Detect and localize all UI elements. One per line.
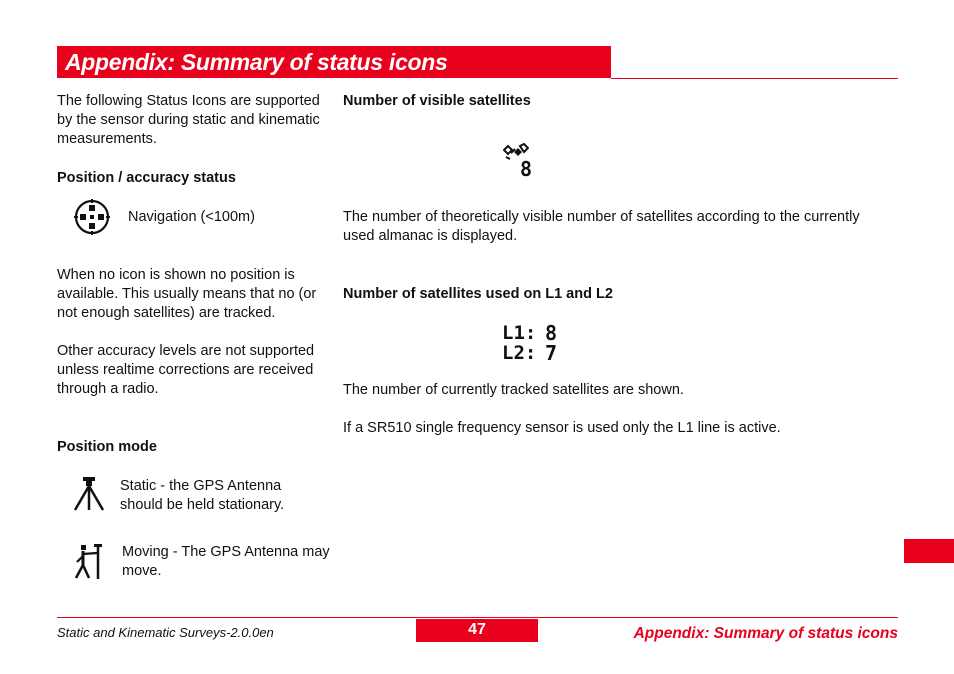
other-levels-text: Other accuracy levels are not supported unless realtime corrections are received through a radio. <box>57 343 315 397</box>
page-title: Appendix: Summary of status icons <box>65 49 448 75</box>
moving-label: Moving - The GPS Antenna may move. <box>122 544 330 579</box>
l1-label: L1: <box>502 322 537 344</box>
navigation-icon <box>73 198 111 236</box>
used-satellites-heading: Number of satellites used on L1 and L2 <box>343 286 613 302</box>
footer-document-title: Static and Kinematic Surveys-2.0.0en <box>57 625 274 640</box>
visible-satellites-heading: Number of visible satellites <box>343 93 531 109</box>
moving-person-icon <box>72 543 106 581</box>
visible-satellite-count: 8 <box>520 157 533 181</box>
page-number: 47 <box>416 619 538 642</box>
static-label: Static - the GPS Antenna should be held stationary. <box>120 478 285 513</box>
position-mode-heading: Position mode <box>57 439 157 455</box>
l2-value: 7 <box>545 341 558 365</box>
l1-value: 8 <box>545 321 558 345</box>
title-rule <box>611 78 898 79</box>
tracked-satellites-text: The number of currently tracked satellites are shown. <box>343 382 684 398</box>
tripod-icon <box>72 476 106 512</box>
l2-label: L2: <box>502 342 537 364</box>
footer-rule <box>57 617 898 618</box>
visible-satellites-text: The number of theoretically visible number of satellites according to the currently used almanac is displayed. <box>343 209 860 244</box>
intro-text: The following Status Icons are supported by the sensor during static and kinematic measurements. <box>57 93 320 147</box>
footer-section-title: Appendix: Summary of status icons <box>633 625 898 642</box>
chapter-tab <box>904 539 954 563</box>
no-icon-text: When no icon is shown no position is available. This usually means that no (or not enough satellites) are tracked. <box>57 267 317 321</box>
navigation-label: Navigation (<100m) <box>128 209 255 225</box>
sr510-text: If a SR510 single frequency sensor is used only the L1 line is active. <box>343 420 781 436</box>
position-accuracy-heading: Position / accuracy status <box>57 170 236 186</box>
